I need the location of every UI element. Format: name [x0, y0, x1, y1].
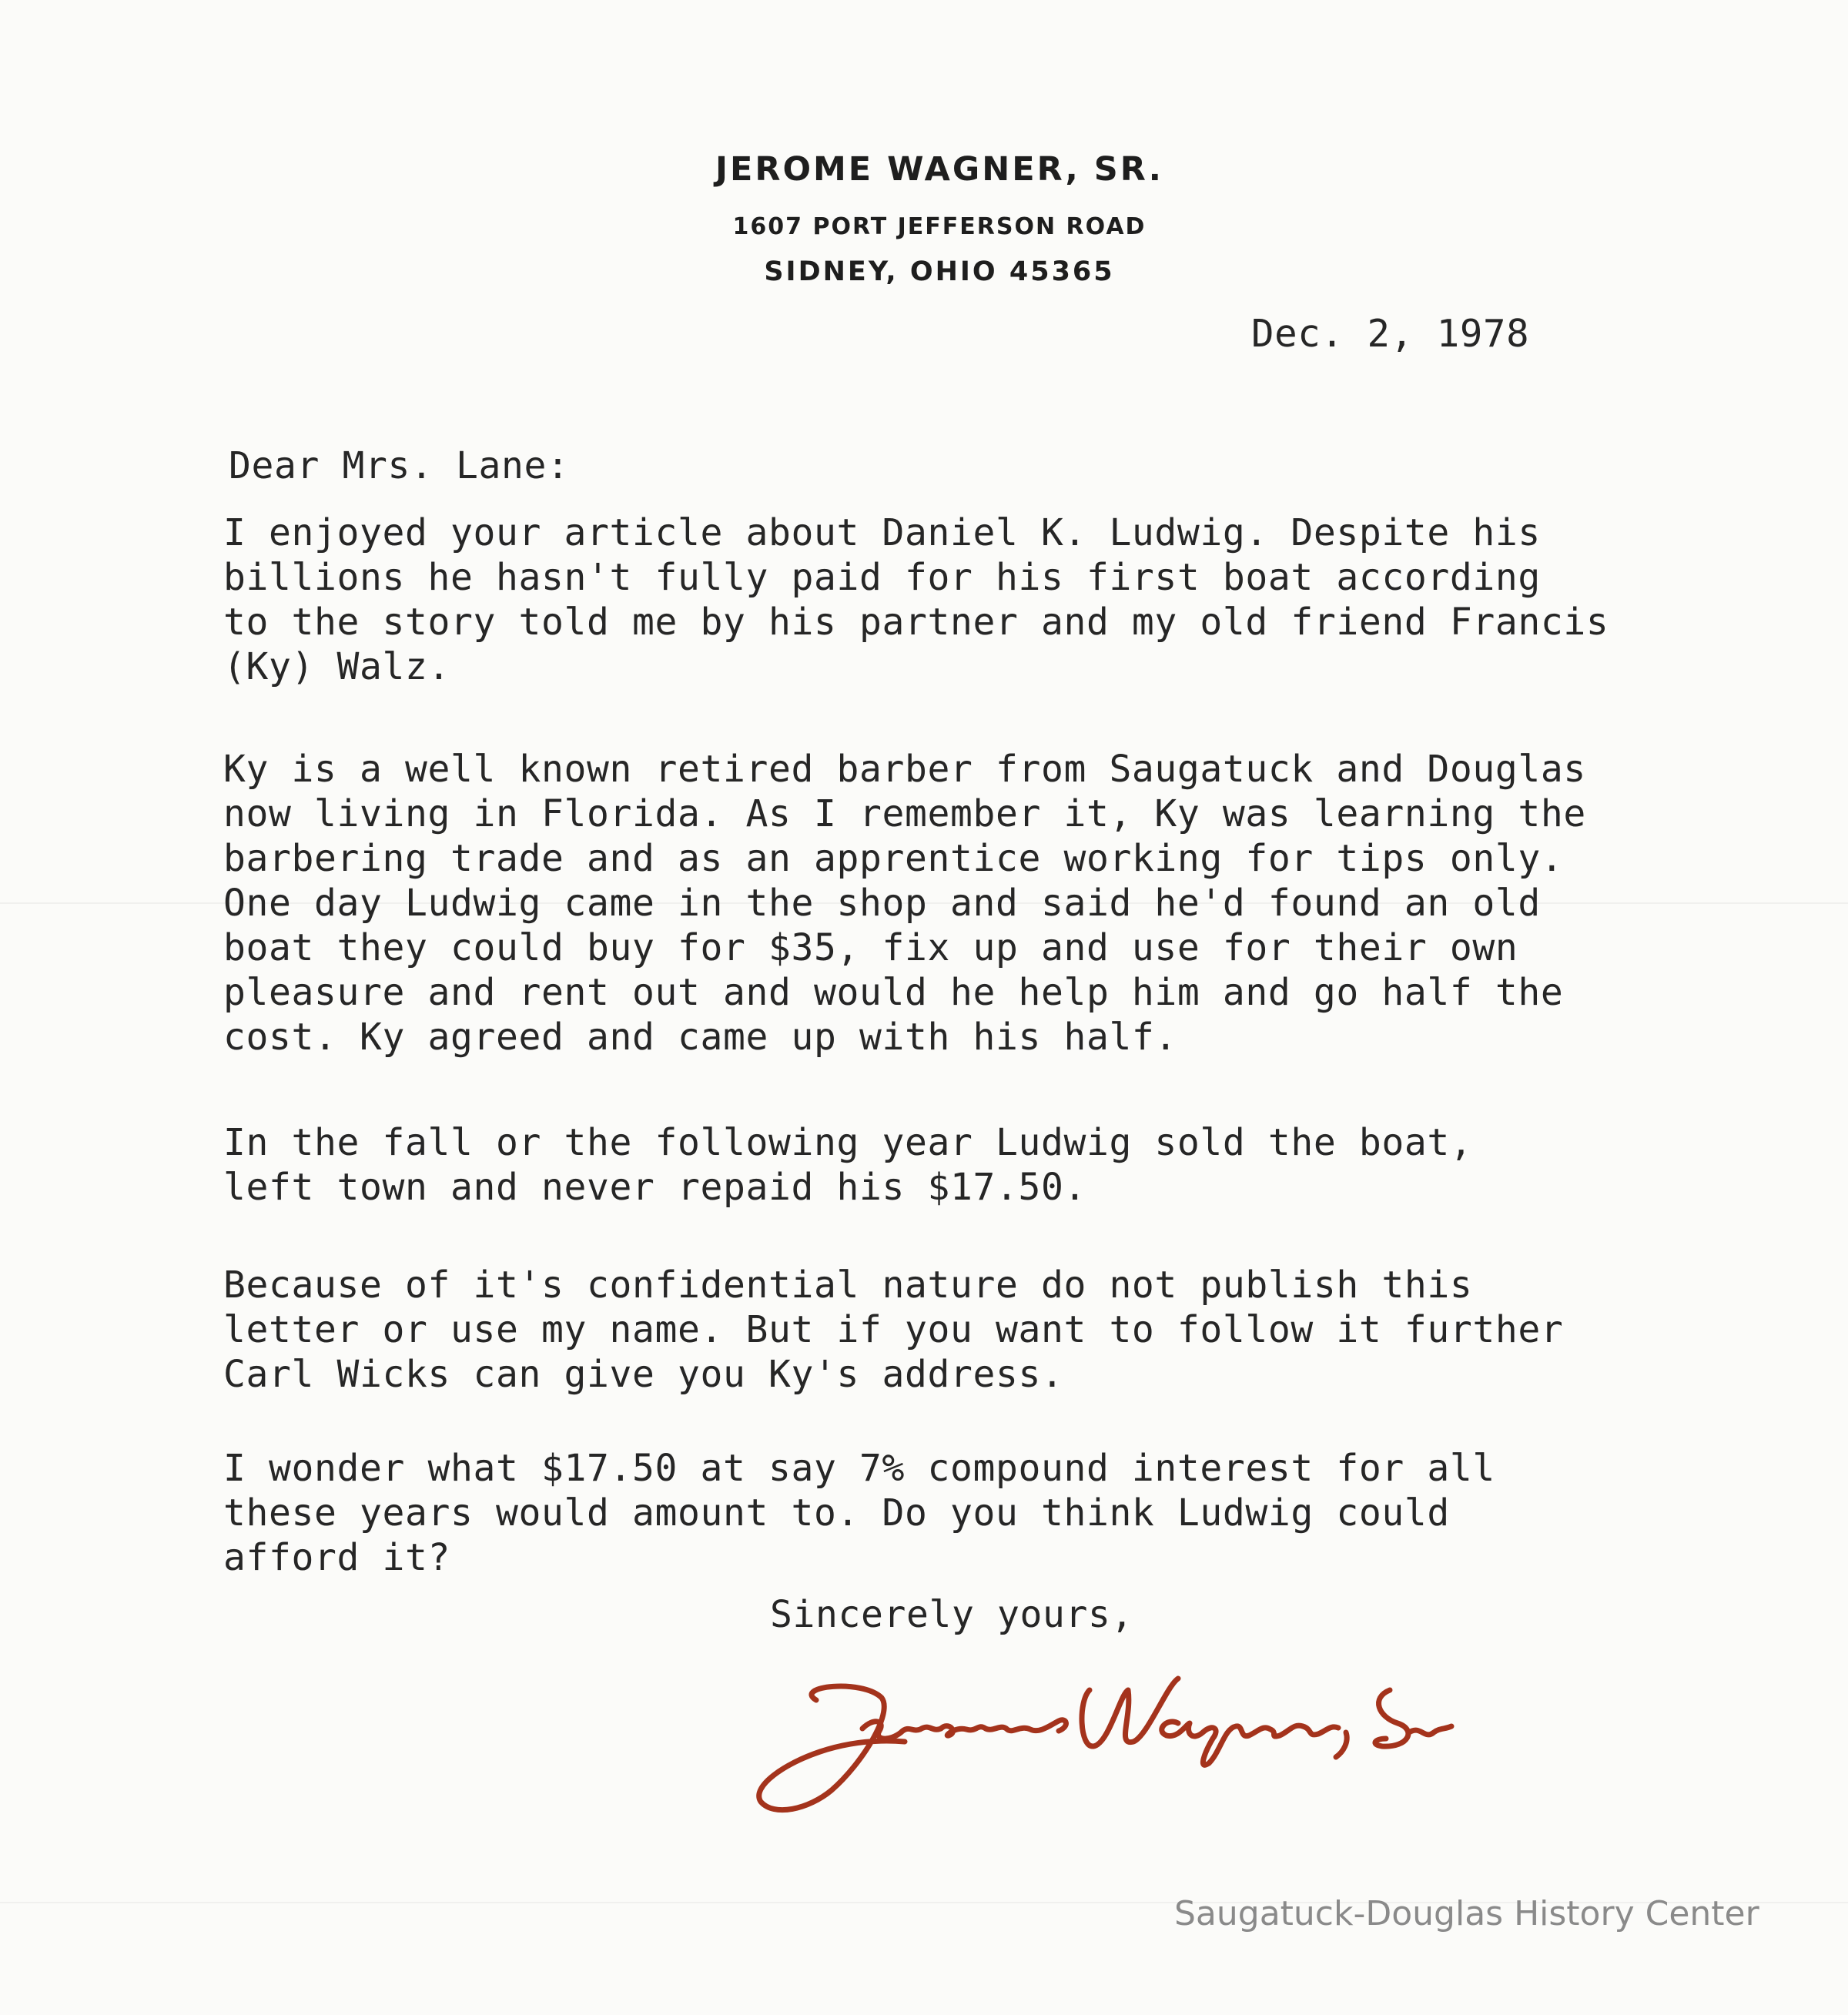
letter-date: Dec. 2, 1978 — [1251, 312, 1530, 356]
signature-image — [747, 1655, 1578, 1840]
paragraph-line: to the story told me by his partner and my old friend Francis — [223, 601, 1609, 644]
paragraph-line: (Ky) Walz. — [223, 645, 450, 688]
paragraph-line: these years would amount to. Do you think Ludwig could — [223, 1491, 1450, 1535]
paragraph-line: now living in Florida. As I remember it, Ky was learning the — [223, 792, 1586, 835]
watermark: Saugatuck-Douglas History Center — [1174, 1894, 1759, 1933]
letterhead-city: SIDNEY, OHIO 45365 — [764, 256, 1115, 287]
paragraph — [223, 747, 1586, 1059]
closing: Sincerely yours, — [770, 1593, 1133, 1636]
paragraph-line: barbering trade and as an apprentice working for tips only. — [223, 837, 1564, 880]
paragraph-line: Ky is a well known retired barber from Saugatuck and Douglas — [223, 748, 1586, 791]
paragraph — [223, 1120, 1472, 1210]
salutation: Dear Mrs. Lane: — [229, 444, 570, 487]
paragraph — [223, 510, 1609, 689]
paragraph — [223, 1263, 1563, 1397]
paragraph-line: afford it? — [223, 1536, 450, 1579]
paragraph — [223, 1446, 1495, 1580]
paragraph-line: I wonder what $17.50 at say 7% compound interest for all — [223, 1447, 1495, 1490]
paragraph-line: cost. Ky agreed and came up with his half. — [223, 1016, 1177, 1059]
paragraph-line: In the fall or the following year Ludwig sold the boat, — [223, 1121, 1473, 1164]
paragraph-line: left town and never repaid his $17.50. — [223, 1166, 1086, 1209]
paragraph-line: One day Ludwig came in the shop and said he'd found an old — [223, 882, 1541, 925]
paragraph-line: billions he hasn't fully paid for his first boat according — [223, 556, 1541, 599]
letterhead-address: 1607 PORT JEFFERSON ROAD — [732, 213, 1147, 240]
paragraph-line: I enjoyed your article about Daniel K. Ludwig. Despite his — [223, 511, 1541, 554]
paragraph-line: boat they could buy for $35, fix up and use for their own — [223, 926, 1518, 969]
paragraph-line: Because of it's confidential nature do not publish this — [223, 1264, 1473, 1307]
paragraph-line: Carl Wicks can give you Ky's address. — [223, 1353, 1064, 1396]
paragraph-line: letter or use my name. But if you want to follow it further — [223, 1308, 1564, 1351]
letterhead-name: JEROME WAGNER, SR. — [715, 150, 1164, 189]
paragraph-line: pleasure and rent out and would he help him and go half the — [223, 971, 1564, 1014]
